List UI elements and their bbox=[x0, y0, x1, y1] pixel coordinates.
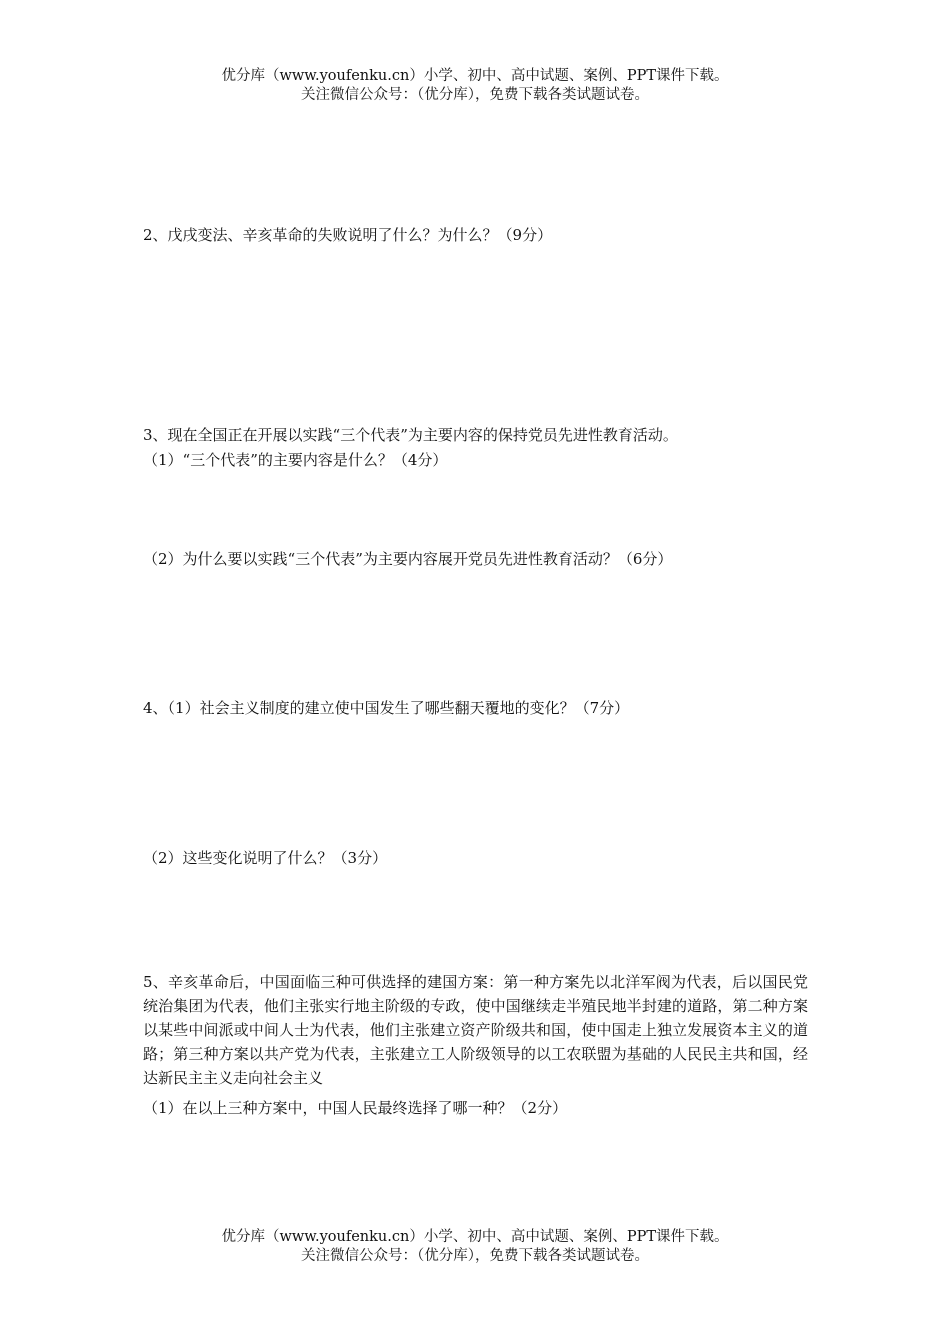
header-line-2: 关注微信公众号：（优分库），免费下载各类试题试卷。 bbox=[301, 87, 649, 103]
question-3-part-1: （1）“三个代表”的主要内容是什么？（4分） bbox=[143, 451, 448, 469]
question-3-stem: 3、现在全国正在开展以实践“三个代表”为主要内容的保持党员先进性教育活动。 bbox=[143, 426, 678, 444]
question-4-part-1: 4、（1）社会主义制度的建立使中国发生了哪些翻天覆地的变化？（7分） bbox=[143, 699, 630, 717]
header-line-1: 优分库（www.youfenku.cn）小学、初中、高中试题、案例、PPT课件下载。 bbox=[221, 68, 729, 84]
question-5-stem: 5、辛亥革命后，中国面临三种可供选择的建国方案：第一种方案先以北洋军阀为代表，后以国民党统治集团为代表，他们主张实行地主阶级的专政，使中国继续走半殖民地半封建的道路，第二种方案以某些中间派或中间人士为代表，他们主张建立资产阶级共和国，使中国走上独立发展资本主义的道路；第三种方案以共产党为代表，主张建立工人阶级领导的以工农联盟为基础的人民民主共和国，经达新民主主义走向社会主义 bbox=[143, 973, 808, 1087]
footer-line-1: 优分库（www.youfenku.cn）小学、初中、高中试题、案例、PPT课件下载。 bbox=[221, 1229, 729, 1245]
footer-line-2: 关注微信公众号：（优分库），免费下载各类试题试卷。 bbox=[301, 1248, 649, 1264]
question-5-part-1: （1）在以上三种方案中，中国人民最终选择了哪一种？（2分） bbox=[143, 1099, 568, 1117]
question-2: 2、戊戌变法、辛亥革命的失败说明了什么？为什么？（9分） bbox=[143, 226, 553, 244]
question-3-part-2: （2）为什么要以实践“三个代表”为主要内容展开党员先进性教育活动？（6分） bbox=[143, 550, 673, 568]
question-4-part-2: （2）这些变化说明了什么？（3分） bbox=[143, 849, 388, 867]
